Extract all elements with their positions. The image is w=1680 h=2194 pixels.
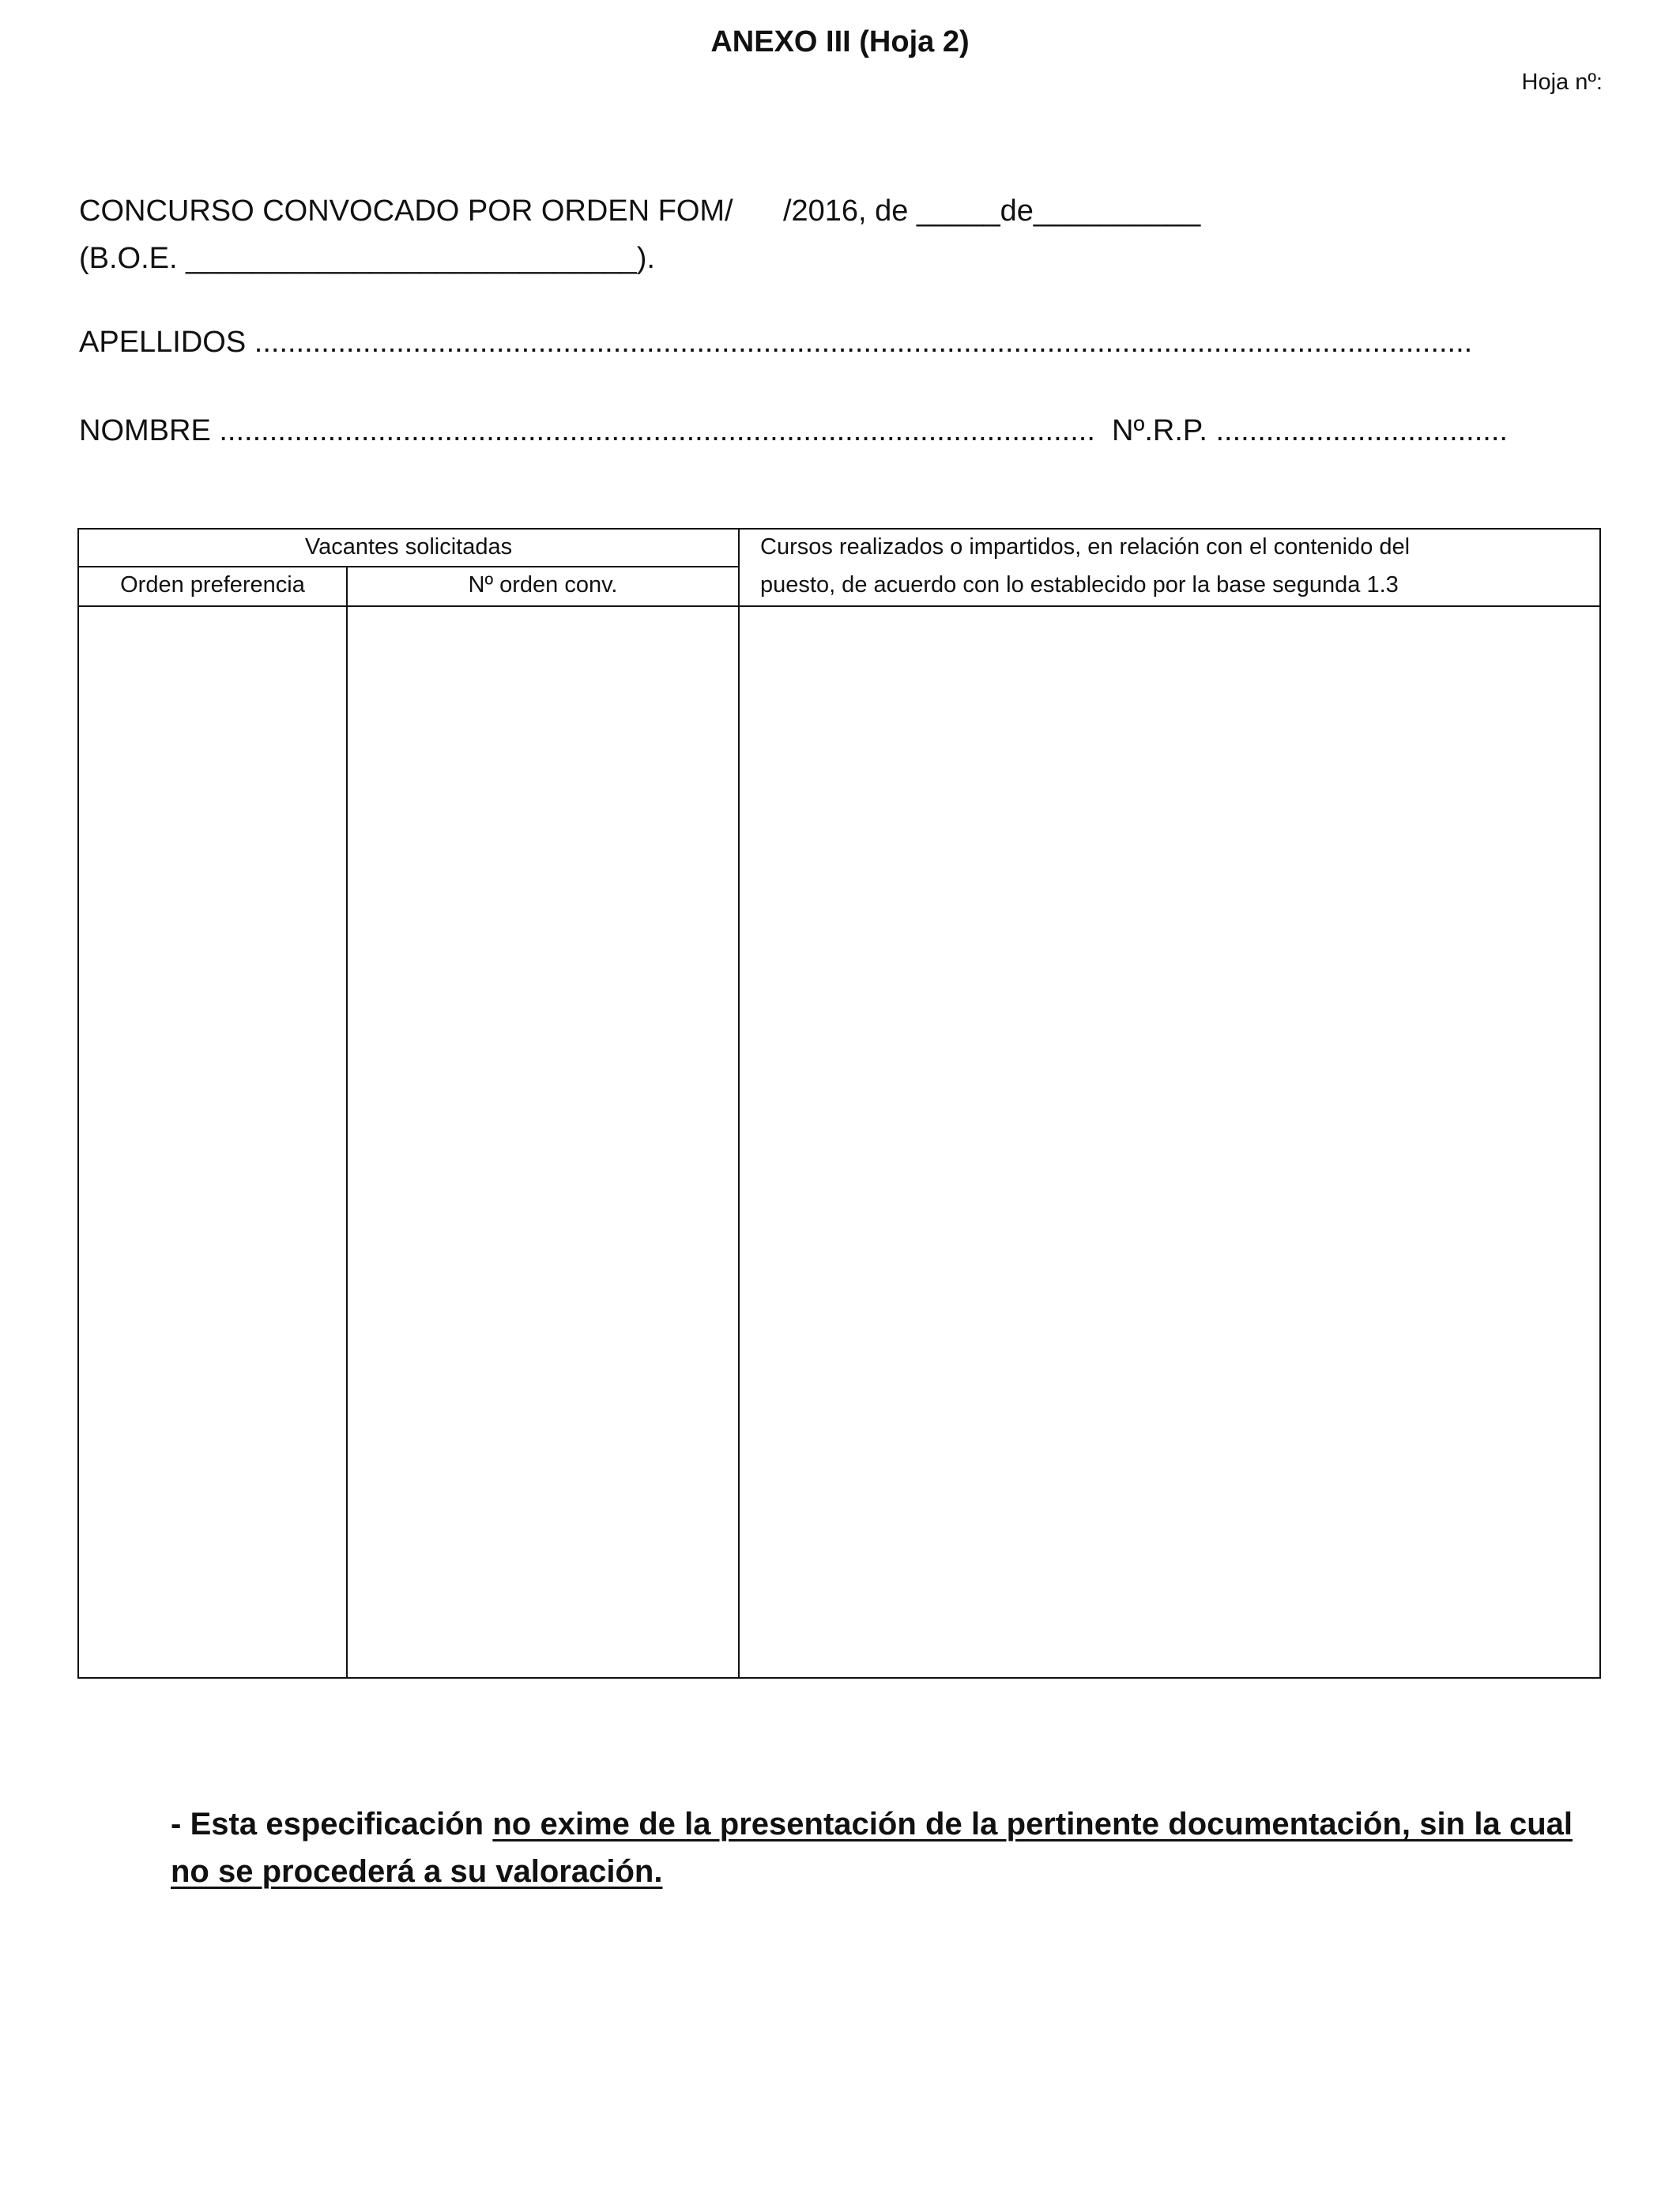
document-title: ANEXO III (Hoja 2) — [710, 25, 970, 58]
column-header-orden-preferencia: Orden preferencia — [120, 572, 305, 598]
apellidos-field: APELLIDOS .................................................................................................................................................. — [79, 326, 1473, 359]
note-prefix: - Esta especificación — [171, 1807, 493, 1842]
cell-numero-orden[interactable] — [348, 607, 738, 1677]
nombre-field: NOMBRE ......................................................................................................... Nº.R.P. ................................... — [79, 414, 1508, 447]
table-divider — [79, 566, 738, 567]
cell-cursos[interactable] — [740, 607, 1599, 1677]
sheet-number-label: Hoja nº: — [1521, 70, 1603, 95]
disclaimer-note — [171, 1800, 1573, 1895]
cell-orden-preferencia[interactable] — [79, 607, 346, 1677]
column-header-cursos-line1: Cursos realizados o impartidos, en relación con el contenido del — [760, 534, 1411, 560]
vacantes-table — [77, 528, 1601, 1679]
column-header-numero-orden: Nº orden conv. — [468, 572, 618, 598]
boe-line: (B.O.E. ___________________________). — [79, 242, 655, 275]
note-underlined: no exime de la presentación de la pertinente documentación, sin la cual no se procederá a su valoración. — [171, 1807, 1573, 1889]
column-header-cursos-line2: puesto, de acuerdo con lo establecido por la base segunda 1.3 — [760, 572, 1399, 598]
concurso-line: CONCURSO CONVOCADO POR ORDEN FOM/ /2016, de _____de__________ — [79, 194, 1201, 228]
group-header-vacantes: Vacantes solicitadas — [304, 534, 513, 560]
